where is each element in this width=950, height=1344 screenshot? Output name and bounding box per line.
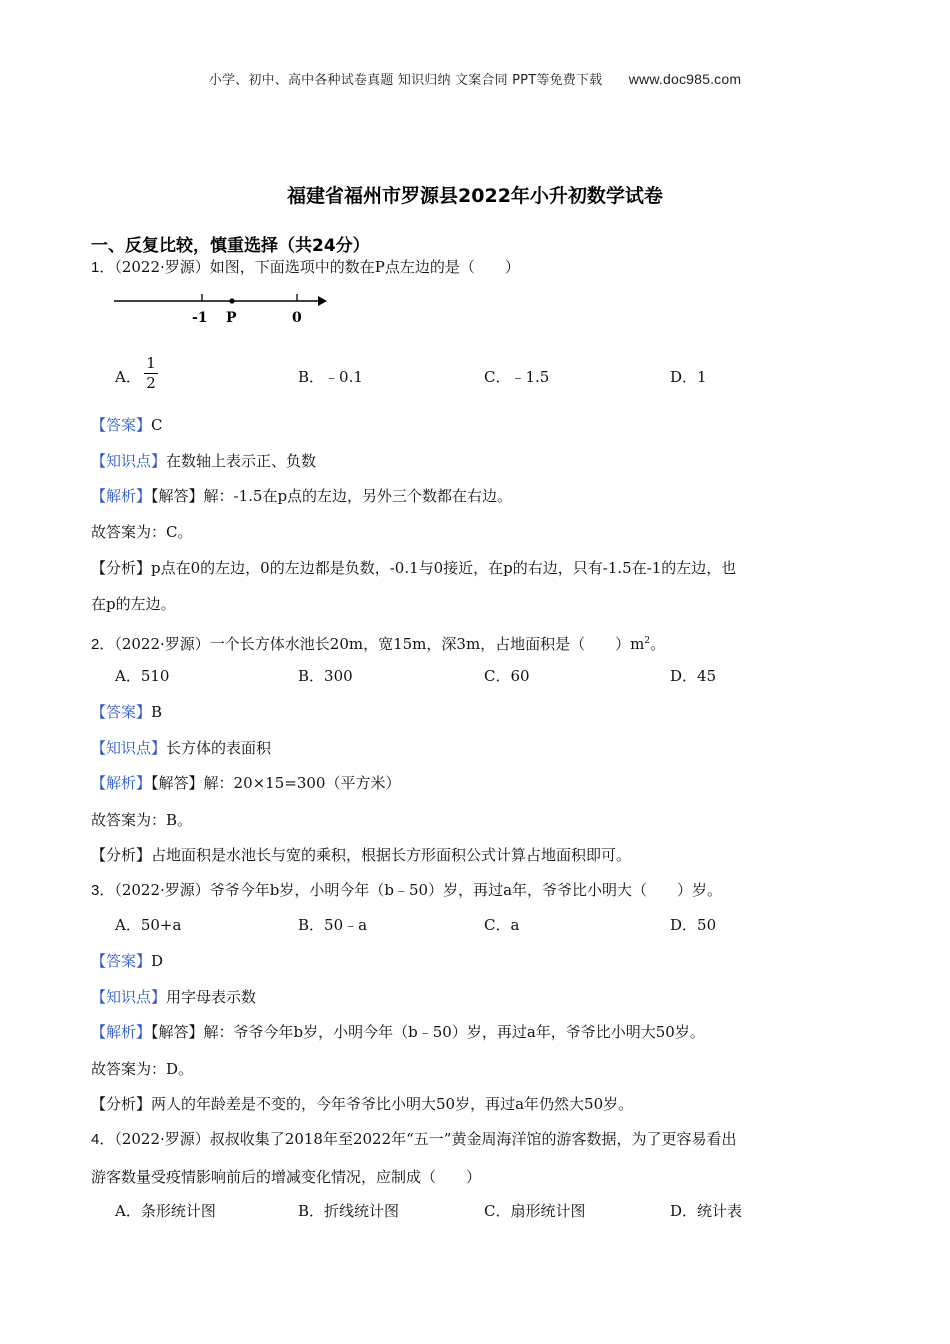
fenxi-tag: 【分析】 <box>91 559 152 577</box>
fenxi-value: 两人的年龄差是不变的，今年爷爷比小明大50岁，再过a年仍然大50岁。 <box>151 1095 634 1113</box>
option-a-fraction <box>144 355 158 392</box>
conclusion-line: 故答案为：D。 <box>91 1060 194 1078</box>
question-3 <box>91 880 722 901</box>
question-4-continued: 游客数量受疫情影响前后的增减变化情况，应制成（ ） <box>91 1168 482 1186</box>
option-a[interactable]: A．510 <box>115 667 170 685</box>
option-d[interactable]: D．统计表 <box>670 1202 743 1220</box>
analysis-line <box>91 486 512 506</box>
fenxi-line <box>91 558 736 578</box>
option-a[interactable] <box>115 367 141 387</box>
section-heading: 一、反复比较，慎重选择（共24分） <box>91 236 370 256</box>
option-c[interactable]: C．a <box>484 916 520 934</box>
question-text: （2022·罗源）爷爷今年b岁，小明今年（b﹣50）岁，再过a年，爷爷比小明大（ ）岁。 <box>114 881 723 899</box>
point-p <box>229 298 234 303</box>
option-b[interactable]: B．300 <box>298 667 353 685</box>
header-url[interactable]: www.doc985.com <box>628 71 742 87</box>
fenxi-value: 占地面积是水池长与宽的乘积，根据长方形面积公式计算占地面积即可。 <box>151 846 632 864</box>
option-d[interactable]: D．1 <box>670 368 707 386</box>
question-4 <box>91 1129 736 1150</box>
question-end: 。 <box>650 635 666 653</box>
question-number: 4． <box>91 1131 115 1148</box>
answer-line <box>91 951 163 971</box>
question-1 <box>91 257 520 278</box>
option-b[interactable]: B．﹣0.1 <box>298 368 363 386</box>
option-c[interactable]: C．扇形统计图 <box>484 1202 586 1220</box>
conclusion-line: 故答案为：C。 <box>91 523 193 541</box>
header-text: 小学、初中、高中各种试卷真题 知识归纳 文案合同 PPT等免费下载 <box>208 73 603 88</box>
answer-tag: 【答案】 <box>91 416 152 434</box>
option-c[interactable]: C．60 <box>484 667 530 685</box>
number-line-figure <box>112 288 332 328</box>
answer-value: B <box>151 703 163 721</box>
tick-label-zero: 0 <box>292 310 302 326</box>
knowledge-tag: 【知识点】 <box>91 988 167 1006</box>
option-d[interactable]: D．50 <box>670 916 717 934</box>
answer-value: C <box>151 416 163 434</box>
question-number: 1． <box>91 259 115 276</box>
knowledge-line <box>91 451 316 471</box>
fenxi-line <box>91 845 631 865</box>
analysis-line <box>91 773 400 793</box>
question-number: 3． <box>91 882 115 899</box>
question-number: 2． <box>91 636 115 653</box>
conclusion-line: 故答案为：B。 <box>91 811 193 829</box>
page-header <box>0 69 950 88</box>
solve-tag: 【解答】 <box>151 774 204 792</box>
answer-tag: 【答案】 <box>91 952 152 970</box>
option-label: A． <box>115 368 141 386</box>
analysis-value: 解：-1.5在p点的左边，另外三个数都在右边。 <box>203 487 513 505</box>
knowledge-value: 用字母表示数 <box>166 988 257 1006</box>
fenxi-tag: 【分析】 <box>91 1095 152 1113</box>
option-c[interactable]: C．﹣1.5 <box>484 368 550 386</box>
option-d[interactable]: D．45 <box>670 667 717 685</box>
knowledge-tag: 【知识点】 <box>91 739 167 757</box>
knowledge-tag: 【知识点】 <box>91 452 167 470</box>
knowledge-value: 在数轴上表示正、负数 <box>166 452 317 470</box>
analysis-value: 解：20×15=300（平方米） <box>203 774 401 792</box>
question-text: （2022·罗源）叔叔收集了2018年至2022年“五一”黄金周海洋馆的游客数据，为了更容易看出 <box>114 1130 737 1148</box>
page-title: 福建省福州市罗源县2022年小升初数学试卷 <box>287 185 663 207</box>
answer-value: D <box>151 952 164 970</box>
number-line-arrow <box>318 296 327 306</box>
analysis-tag: 【解析】 <box>91 774 152 792</box>
question-text: （2022·罗源）如图，下面选项中的数在P点左边的是（ ） <box>114 258 520 276</box>
analysis-value: 解：爷爷今年b岁，小明今年（b﹣50）岁，再过a年，爷爷比小明大50岁。 <box>203 1023 705 1041</box>
option-a[interactable]: A．50+a <box>115 916 182 934</box>
answer-line <box>91 415 163 435</box>
point-label-p: P <box>226 310 237 326</box>
option-a[interactable]: A．条形统计图 <box>115 1202 216 1220</box>
fenxi-line <box>91 1094 633 1114</box>
knowledge-line <box>91 987 256 1007</box>
analysis-tag: 【解析】 <box>91 487 152 505</box>
analysis-tag: 【解析】 <box>91 1023 152 1041</box>
fenxi-line-continued: 在p的左边。 <box>91 595 176 613</box>
answer-line <box>91 702 162 722</box>
solve-tag: 【解答】 <box>151 1023 204 1041</box>
fenxi-value: p点在0的左边，0的左边都是负数，-0.1与0接近，在p的右边，只有-1.5在-1的左边，也 <box>151 559 737 577</box>
question-text: （2022·罗源）一个长方体水池长20m，宽15m，深3m，占地面积是（ ）m <box>114 635 645 653</box>
answer-tag: 【答案】 <box>91 703 152 721</box>
tick-label-minus-one: -1 <box>192 310 208 326</box>
option-b[interactable]: B．50﹣a <box>298 916 368 934</box>
fraction-denominator: 2 <box>146 374 156 392</box>
knowledge-line <box>91 738 271 758</box>
knowledge-value: 长方体的表面积 <box>166 739 272 757</box>
fraction-numerator: 1 <box>146 354 156 372</box>
question-2 <box>91 631 665 655</box>
superscript: 2 <box>644 636 651 646</box>
analysis-line <box>91 1022 705 1042</box>
option-b[interactable]: B．折线统计图 <box>298 1202 400 1220</box>
fenxi-tag: 【分析】 <box>91 846 152 864</box>
solve-tag: 【解答】 <box>151 487 204 505</box>
